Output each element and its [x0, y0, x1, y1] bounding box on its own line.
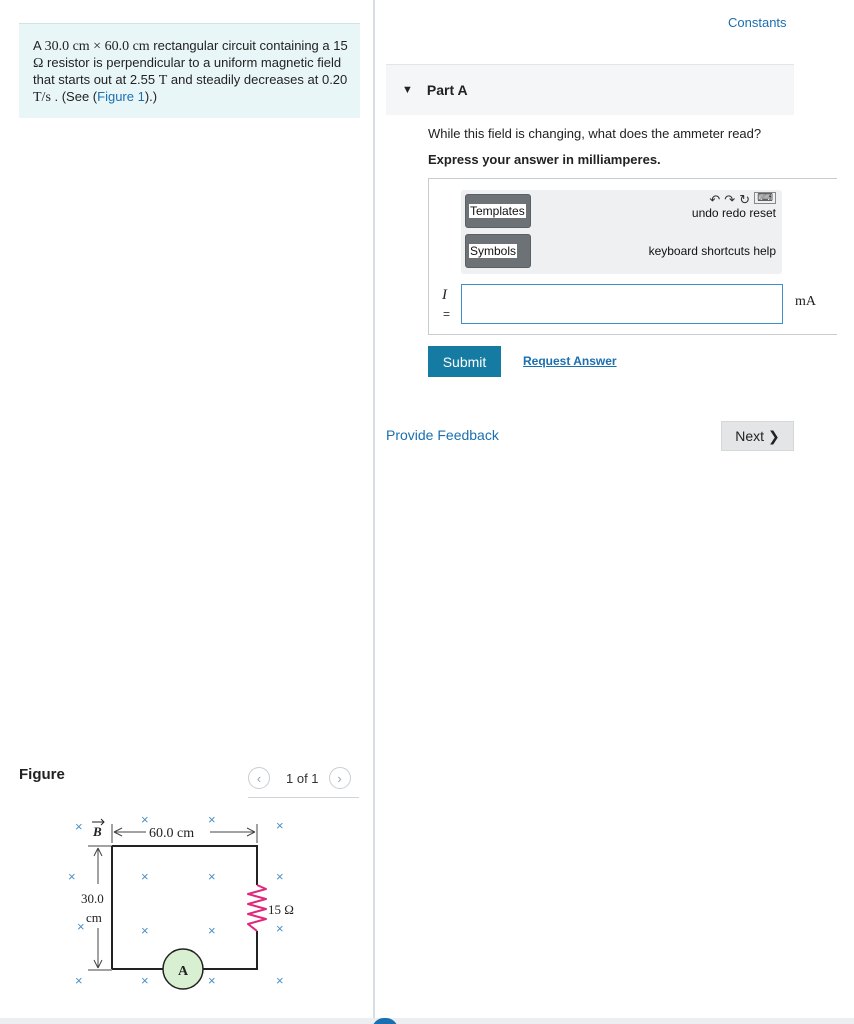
- figure-pager: [248, 766, 351, 790]
- field-cross: ×: [276, 921, 284, 936]
- field-cross: ×: [141, 973, 149, 988]
- toolbar-labels: [692, 206, 776, 220]
- answer-panel: [428, 178, 837, 335]
- chevron-left-icon: ‹: [256, 770, 262, 786]
- answer-input[interactable]: [461, 284, 783, 324]
- templates-button[interactable]: Templates: [465, 194, 531, 228]
- answer-unit: mA: [795, 294, 816, 309]
- part-title: Part A: [426, 82, 468, 98]
- undo-icon[interactable]: ↶: [709, 192, 721, 207]
- constants-link[interactable]: Constants: [728, 15, 787, 30]
- chevron-right-icon: ❯: [768, 427, 780, 444]
- provide-feedback-link[interactable]: Provide Feedback: [386, 427, 499, 443]
- next-label: Next: [735, 428, 765, 444]
- undo-button[interactable]: undo: [691, 206, 719, 220]
- answer-variable: I: [442, 287, 447, 303]
- figure-link[interactable]: Figure 1: [97, 89, 145, 104]
- question-text: While this field is changing, what does the ammeter read?: [428, 126, 762, 141]
- next-button[interactable]: [721, 421, 794, 451]
- height-label-unit: cm: [86, 910, 102, 925]
- redo-button[interactable]: redo: [721, 206, 746, 220]
- problem-statement: [19, 23, 360, 118]
- circuit-figure: [60, 808, 350, 1008]
- problem-text: resistor is perpendicular to a uniform magnetic field that starts out at 2.55: [33, 55, 342, 87]
- field-cross: ×: [68, 869, 76, 884]
- keyboard-icon[interactable]: ⌨: [754, 192, 776, 204]
- chevron-right-icon: ›: [337, 770, 342, 786]
- reset-icon[interactable]: ↻: [739, 192, 751, 207]
- problem-text: A: [33, 38, 45, 53]
- field-cross: ×: [208, 869, 216, 884]
- math-toolbar: [461, 190, 782, 274]
- field-cross: ×: [276, 973, 284, 988]
- problem-tesla-unit: T: [158, 73, 168, 88]
- reset-button[interactable]: reset: [749, 206, 776, 220]
- problem-ohm-symbol: Ω: [33, 56, 44, 71]
- toolbar-shortcuts: [649, 244, 776, 258]
- field-cross: ×: [75, 819, 83, 834]
- field-cross: ×: [208, 812, 216, 827]
- symbols-button[interactable]: Symbols: [465, 234, 531, 268]
- height-label-value: 30.0: [81, 891, 104, 906]
- field-cross: ×: [208, 973, 216, 988]
- width-label: 60.0 cm: [149, 826, 195, 841]
- figure-next-button[interactable]: [329, 767, 351, 789]
- field-cross: ×: [77, 919, 85, 934]
- part-a-header[interactable]: [386, 65, 794, 115]
- help-button[interactable]: help: [753, 244, 776, 258]
- resistor: [248, 885, 266, 931]
- field-cross: ×: [208, 923, 216, 938]
- keyboard-shortcuts-button[interactable]: keyboard shortcuts: [648, 244, 750, 258]
- field-cross: ×: [75, 973, 83, 988]
- problem-dimensions: 30.0 cm × 60.0 cm: [44, 39, 150, 54]
- equals-sign: =: [443, 307, 451, 321]
- field-cross: ×: [141, 923, 149, 938]
- problem-rate-unit: T/s: [33, 90, 51, 105]
- field-cross: ×: [276, 869, 284, 884]
- caret-down-icon[interactable]: ▼: [402, 84, 413, 96]
- figure-counter: 1 of 1: [286, 770, 319, 786]
- field-cross: ×: [141, 869, 149, 884]
- field-cross: ×: [141, 812, 149, 827]
- field-label: B: [93, 824, 102, 839]
- bottom-scrollbar[interactable]: [0, 1018, 854, 1024]
- column-divider[interactable]: [373, 0, 375, 1024]
- instruction-text: Express your answer in milliamperes.: [428, 152, 661, 167]
- redo-icon[interactable]: ↷: [724, 192, 736, 207]
- problem-text: ).): [144, 89, 158, 104]
- ammeter-label: A: [178, 964, 189, 979]
- figure-prev-button[interactable]: [248, 767, 270, 789]
- figure-divider: [248, 797, 359, 798]
- submit-button[interactable]: Submit: [428, 346, 501, 377]
- field-cross: ×: [276, 818, 284, 833]
- problem-text: and steadily decreases at 0.20: [167, 72, 348, 87]
- problem-text: rectangular circuit containing a 15: [149, 38, 348, 53]
- request-answer-link[interactable]: Request Answer: [523, 354, 617, 368]
- figure-heading: Figure: [19, 766, 65, 783]
- resistor-label: 15 Ω: [268, 902, 294, 917]
- problem-text: . (See (: [50, 89, 98, 104]
